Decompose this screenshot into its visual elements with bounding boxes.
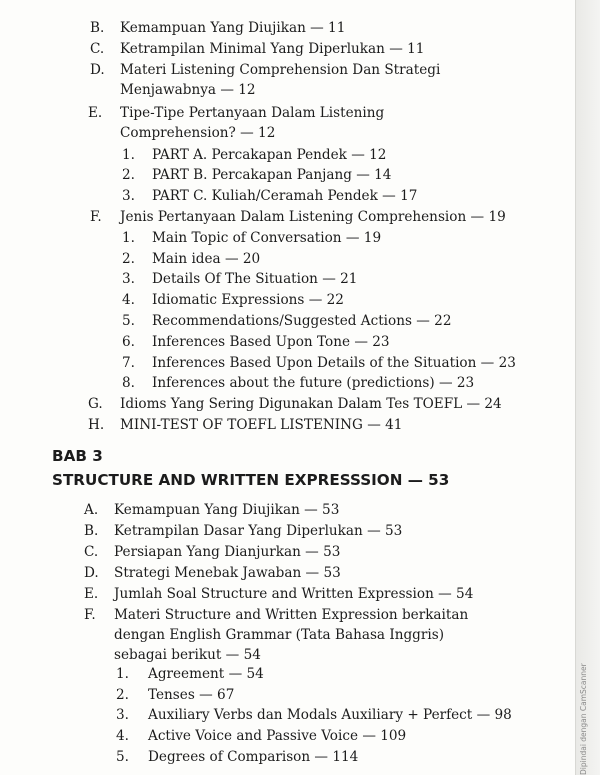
toc-label: 3. [122,188,135,204]
chapter-number: BAB 3 [52,447,103,465]
toc-label: 2. [122,251,135,267]
toc-label: 6. [122,334,135,350]
toc-label: B. [90,20,105,36]
toc-label: 8. [122,375,135,391]
toc-text: Inferences Based Upon Tone — 23 [152,334,390,350]
toc-label: 5. [122,313,135,329]
scanner-watermark: Dipindai dengan CamScanner [579,663,588,775]
toc-text: Inferences about the future (predictions) — 23 [152,375,475,391]
toc-text: sebagai berikut — 54 [114,647,261,663]
toc-text: Persiapan Yang Dianjurkan — 53 [114,544,341,560]
toc-text: Agreement — 54 [148,666,264,682]
toc-label: 1. [122,147,135,163]
toc-label: C. [84,544,99,560]
toc-text: Strategi Menebak Jawaban — 53 [114,565,341,581]
toc-label: C. [90,41,105,57]
toc-label: 2. [116,687,129,703]
toc-text: Kemampuan Yang Diujikan — 11 [120,20,346,36]
toc-text: Materi Listening Comprehension Dan Strategi [120,62,441,78]
toc-text: Materi Structure and Written Expression berkaitan [114,607,469,623]
toc-label: 5. [116,749,129,765]
toc-label: 4. [122,292,135,308]
toc-text: Details Of The Situation — 21 [152,271,358,287]
toc-text: dengan English Grammar (Tata Bahasa Inggris) [114,627,444,643]
toc-text: Jenis Pertanyaan Dalam Listening Comprehension — 19 [120,209,506,225]
toc-text: PART B. Percakapan Panjang — 14 [152,167,392,183]
toc-text: Recommendations/Suggested Actions — 22 [152,313,452,329]
toc-text: Tipe-Tipe Pertanyaan Dalam Listening [120,105,385,121]
toc-label: B. [84,523,99,539]
toc-text: Menjawabnya — 12 [120,82,256,98]
toc-label: D. [84,565,99,581]
toc-text: Ketrampilan Dasar Yang Diperlukan — 53 [114,523,403,539]
toc-text: Degrees of Comparison — 114 [148,749,359,765]
toc-text: Ketrampilan Minimal Yang Diperlukan — 11 [120,41,425,57]
toc-label: D. [90,62,105,78]
toc-label: 2. [122,167,135,183]
toc-label: H. [88,417,105,433]
toc-text: Inferences Based Upon Details of the Situation — 23 [152,355,516,371]
toc-label: F. [84,607,96,623]
toc-text: Active Voice and Passive Voice — 109 [148,728,407,744]
chapter-title: STRUCTURE AND WRITTEN EXPRESSSION — 53 [52,471,450,489]
toc-label: F. [90,209,102,225]
toc-label: E. [84,586,99,602]
toc-text: Main idea — 20 [152,251,261,267]
toc-text: PART C. Kuliah/Ceramah Pendek — 17 [152,188,418,204]
toc-text: Kemampuan Yang Diujikan — 53 [114,502,340,518]
toc-text: PART A. Percakapan Pendek — 12 [152,147,387,163]
toc-label: E. [88,105,103,121]
toc-text: Comprehension? — 12 [120,125,276,141]
toc-text: Auxiliary Verbs dan Modals Auxiliary + Perfect — 98 [148,707,512,723]
toc-label: 1. [116,666,129,682]
toc-label: 3. [122,271,135,287]
toc-label: 4. [116,728,129,744]
toc-text: Jumlah Soal Structure and Written Expression — 54 [114,586,474,602]
toc-label: 1. [122,230,135,246]
toc-label: 3. [116,707,129,723]
toc-text: Main Topic of Conversation — 19 [152,230,382,246]
toc-label: G. [88,396,103,412]
toc-text: Idiomatic Expressions — 22 [152,292,344,308]
toc-text: Idioms Yang Sering Digunakan Dalam Tes TOEFL — 24 [120,396,502,412]
toc-text: Tenses — 67 [148,687,235,703]
toc-text: MINI-TEST OF TOEFL LISTENING — 41 [120,417,403,433]
toc-label: 7. [122,355,135,371]
toc-label: A. [84,502,99,518]
